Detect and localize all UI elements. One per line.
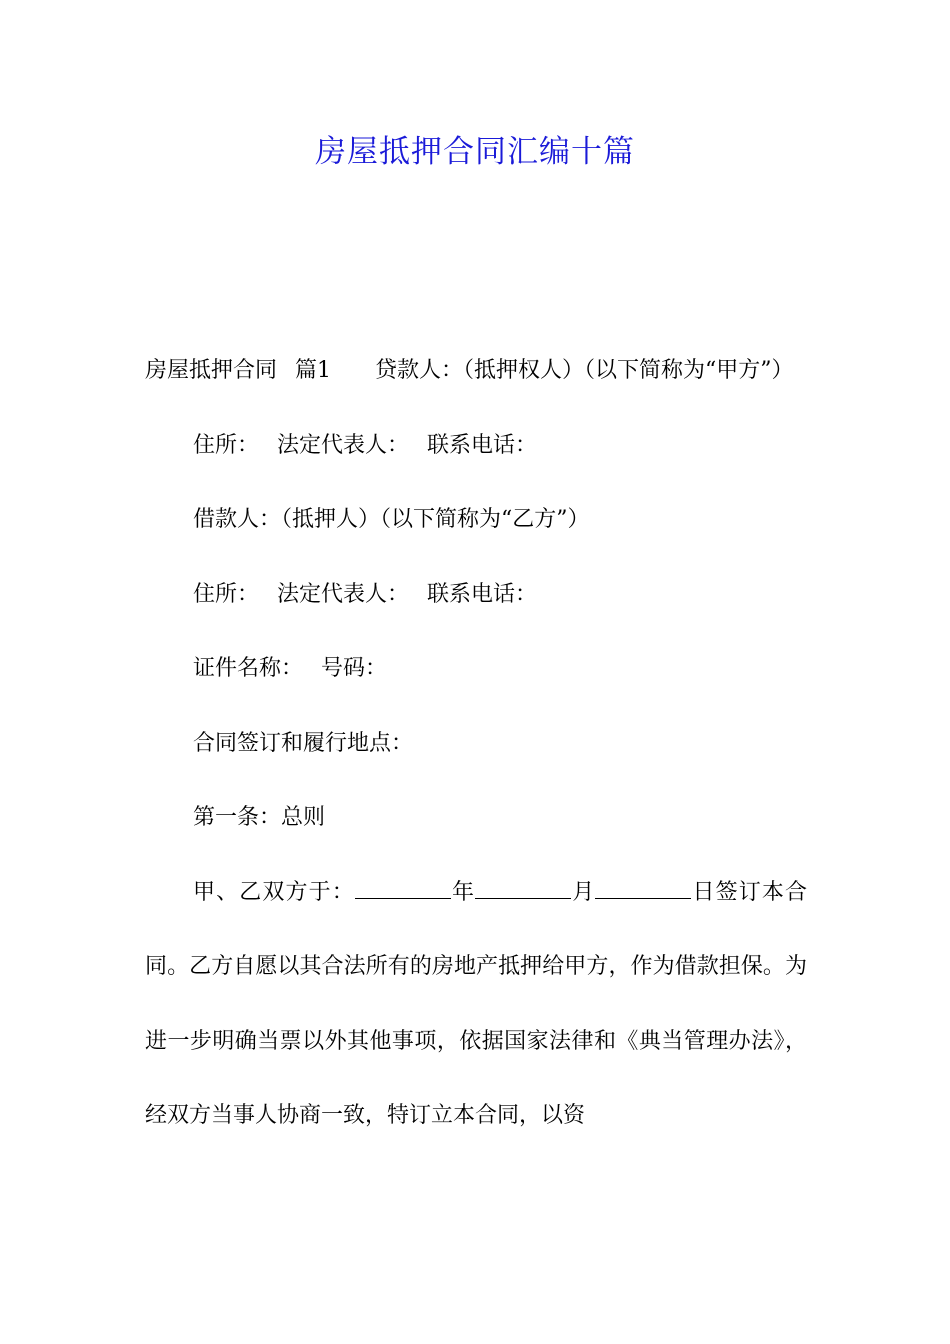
month-blank [475, 878, 571, 899]
document-title: 房屋抵押合同汇编十篇 [315, 134, 635, 170]
article-one-heading: 第一条：总则 [193, 805, 326, 830]
lender-address-label: 住所： [193, 432, 260, 458]
year-blank [355, 878, 451, 899]
lender-phone-label: 联系电话： [427, 432, 538, 458]
general-clause-paragraph [145, 856, 807, 1154]
month-label: 月 [571, 879, 596, 905]
lender-rep-label: 法定代表人： [277, 432, 410, 458]
section-label: 房屋抵押合同 [145, 358, 278, 383]
borrower-rep-label: 法定代表人： [277, 581, 410, 607]
borrower-phone-label: 联系电话： [427, 581, 538, 607]
id-line [145, 632, 807, 707]
document-body [145, 334, 807, 1154]
sign-place-line: 合同签订和履行地点： [193, 730, 414, 756]
id-name-label: 证件名称： [193, 656, 304, 681]
lender-contact-line [145, 409, 807, 484]
day-blank [595, 878, 691, 899]
contract-heading-paragraph [145, 334, 807, 409]
id-number-label: 号码： [321, 656, 388, 681]
clause-body: 日签订本合同。乙方自愿以其合法所有的房地产抵押给甲方，作为借款担保。为进一步明确当票以外其他事项，依据国家法律和《典当管理办法》，经双方当事人协商一致，特订立本合同，以资 [145, 879, 807, 1128]
clause-prefix: 甲、乙双方于： [193, 879, 355, 905]
lender-line: 贷款人：（抵押权人）（以下简称为“甲方”） [375, 358, 794, 383]
year-label: 年 [450, 879, 476, 905]
section-number: 篇1 [295, 358, 332, 383]
borrower-line: 借款人：（抵押人）（以下简称为“乙方”） [193, 507, 590, 532]
borrower-address-label: 住所： [193, 581, 260, 607]
borrower-contact-line [145, 558, 807, 633]
